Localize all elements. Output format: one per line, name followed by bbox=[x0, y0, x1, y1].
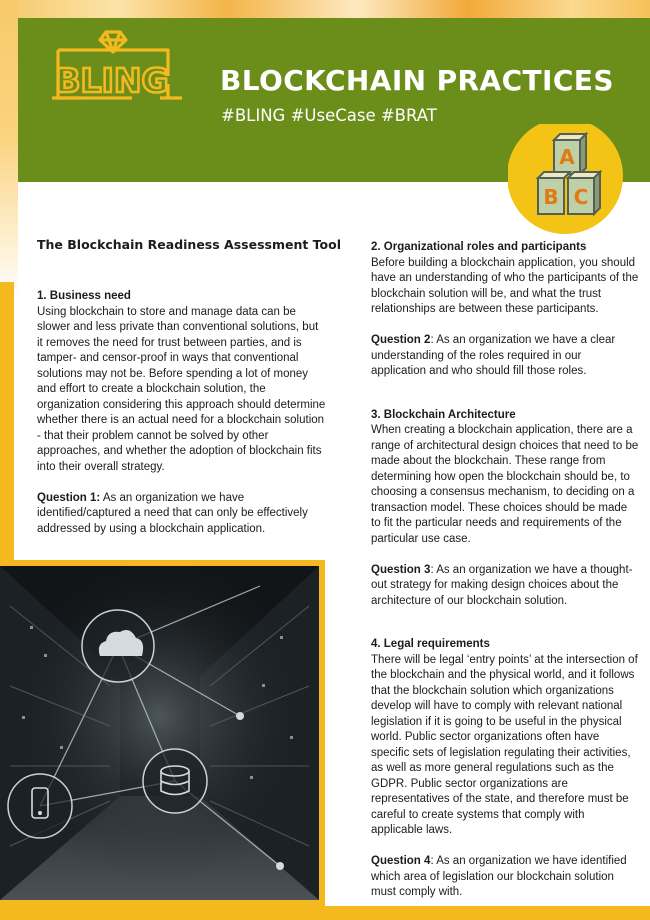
question-label: Question 4 bbox=[371, 855, 431, 867]
section-question bbox=[37, 491, 327, 538]
section-body: There will be legal ‘entry points’ at the intersection of the blockchain and the physical world, and it follows that the blockchain solution which organizations develop will have to comply with relevant national legislation if it is going to be useful in the physical world. Public sector organizations often have specific sets of legislation regulating their activities, as well as more general regulations such as the GDPR. Public sector organizations are representatives of the state, and therefore must be careful to create systems that comply with applicable laws. bbox=[371, 653, 638, 836]
section-question bbox=[371, 854, 639, 901]
section-organizational-roles bbox=[371, 240, 639, 380]
left-background-blur bbox=[0, 0, 18, 300]
abc-blocks-icon bbox=[508, 124, 630, 234]
section-body: When creating a blockchain application, there are a range of architectural design choices that need to be made about the blockchain. These range from determining how open the blockchain should be, to choosing a consensus mechanism, to deciding on a transaction model. These choices should be made to fit the particular needs and requirements of the particular use case. bbox=[371, 424, 639, 545]
question-text: : As an organization we have a clear understanding of the roles required in our application and who should fill those roles. bbox=[371, 334, 616, 377]
section-title: 3. Blockchain Architecture bbox=[371, 408, 516, 421]
page-title: BLOCKCHAIN PRACTICES bbox=[220, 64, 614, 97]
right-column bbox=[371, 240, 639, 901]
section-body: Using blockchain to store and manage data can be slower and less private than conventional solutions, but it removes the need for trust between parties, and is tamper- and censor-proof in ways that conventional solutions may not be. Before spending a lot of money and effort to create a blockchain solution, the organization considering this approach should determine whether there is an actual need for a blockchain solution - that their problem cannot be solved by other approaches, and whether the adoption of blockchain fits into their overall strategy. bbox=[37, 305, 326, 473]
question-label: Question 1: bbox=[37, 491, 101, 504]
database-icon bbox=[143, 749, 207, 813]
bling-logo bbox=[42, 28, 184, 114]
question-text: : As an organization we have a thought-out strategy for making design choices about the architecture of our blockchain solution. bbox=[371, 563, 633, 607]
section-title: 2. Organizational roles and participants bbox=[371, 241, 587, 253]
logo-wordmark: BLING bbox=[55, 61, 169, 100]
section-title: 4. Legal requirements bbox=[371, 638, 490, 650]
question-label: Question 2 bbox=[371, 334, 431, 346]
question-text: As an organization we have identified/captured a need that can only be effectively addressed by using a blockchain application. bbox=[37, 491, 308, 535]
section-question bbox=[371, 333, 639, 380]
question-text: : As an organization we have identified which area of legislation our blockchain solution must comply with. bbox=[371, 855, 627, 898]
section-body: Before building a blockchain application, you should have an understanding of who the participants of the blockchain solution will be, and what the trust relationships are between these participants. bbox=[371, 256, 639, 315]
section-legal-requirements bbox=[371, 637, 639, 901]
block-letter-a: A bbox=[559, 145, 575, 169]
document-heading: The Blockchain Readiness Assessment Tool bbox=[37, 237, 342, 252]
mobile-device-icon bbox=[8, 774, 72, 838]
block-letter-b: B bbox=[543, 185, 559, 209]
section-blockchain-architecture bbox=[371, 408, 639, 610]
data-center-photo bbox=[0, 566, 319, 900]
bottom-accent-stripe bbox=[0, 906, 650, 920]
block-a bbox=[554, 134, 586, 174]
section-title: 1. Business need bbox=[37, 290, 131, 302]
section-business-need bbox=[37, 289, 327, 537]
question-label: Question 3 bbox=[371, 563, 431, 576]
section-question bbox=[371, 563, 639, 610]
left-column bbox=[37, 237, 342, 537]
hashtags: #BLING #UseCase #BRAT bbox=[221, 106, 437, 125]
block-letter-c: C bbox=[573, 185, 589, 209]
block-c bbox=[568, 172, 600, 214]
